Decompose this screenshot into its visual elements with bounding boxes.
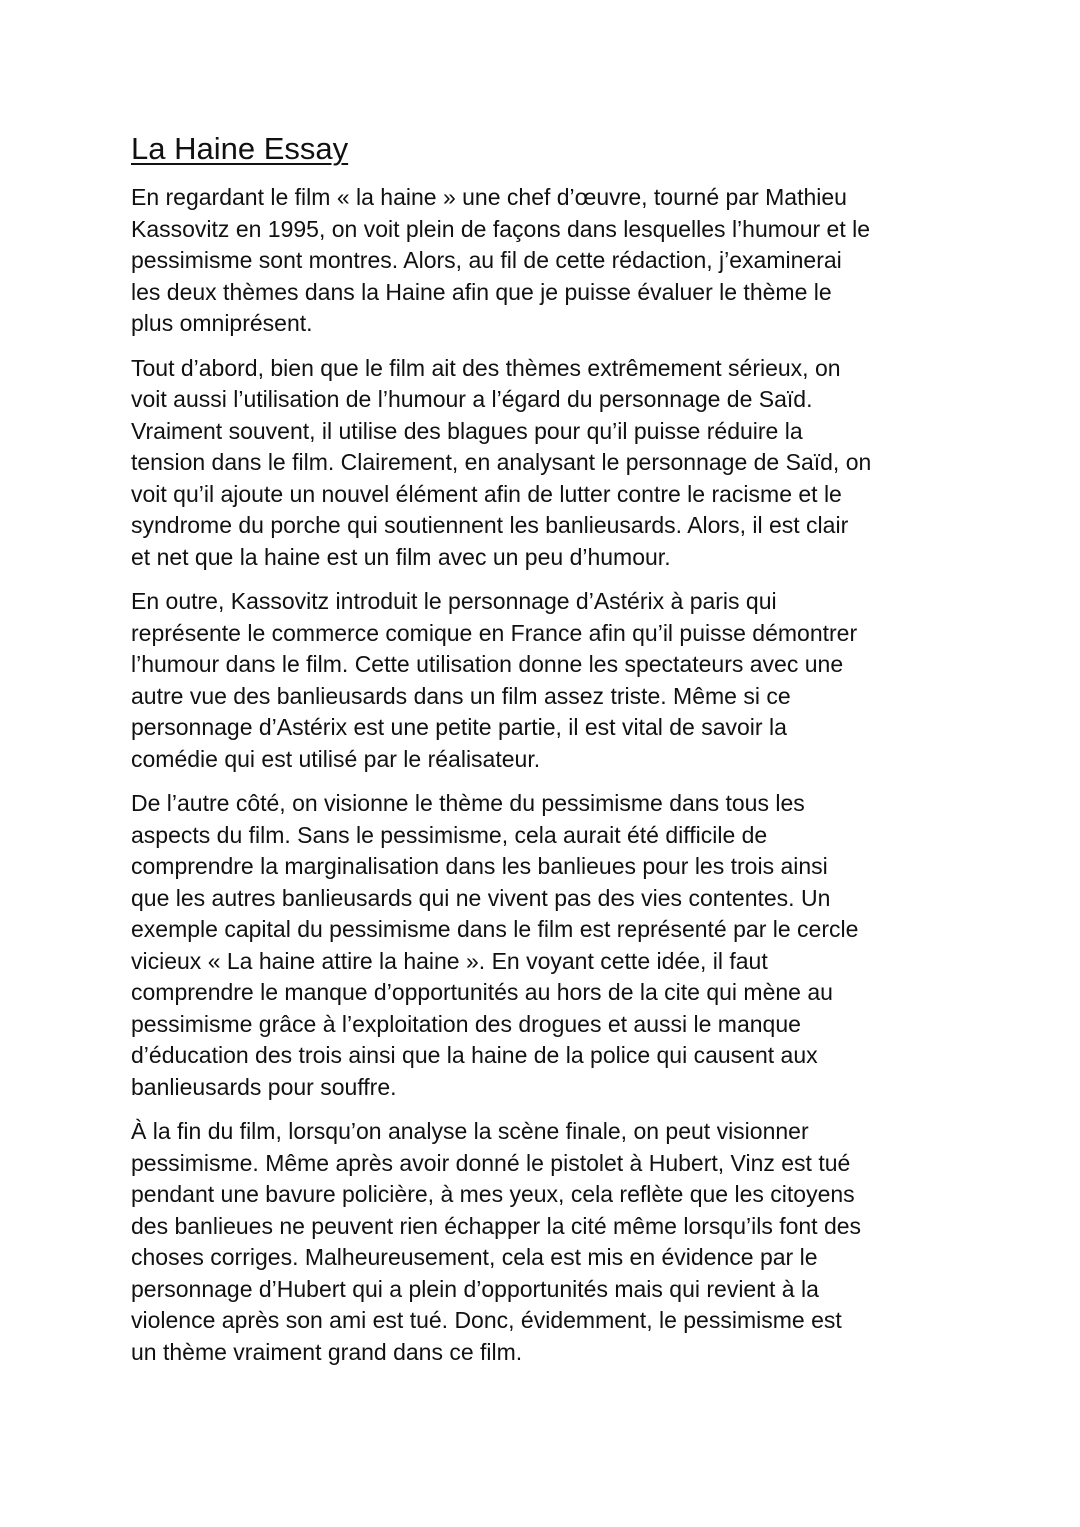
paragraph-line: À la fin du film, lorsqu’on analyse la scène finale, on peut visionner xyxy=(131,1118,809,1144)
paragraph-line: violence après son ami est tué. Donc, évidemment, le pessimisme est xyxy=(131,1307,842,1333)
paragraph-line: Vraiment souvent, il utilise des blagues pour qu’il puisse réduire la xyxy=(131,417,803,444)
paragraph-line: syndrome du porche qui soutiennent les banlieusards. Alors, il est clair xyxy=(131,512,849,538)
paragraph-final-scene xyxy=(131,1116,961,1368)
document-page xyxy=(131,128,961,1381)
paragraph-line: En regardant le film « la haine » une chef d’œuvre, tourné par Mathieu xyxy=(131,184,847,210)
paragraph-line: plus omniprésent. xyxy=(131,310,313,336)
paragraph-line: un thème vraiment grand dans ce film. xyxy=(131,1338,523,1365)
paragraph-line: personnage d’Hubert qui a plein d’opportunités mais qui revient à la xyxy=(131,1275,819,1302)
paragraph-line: et net que la haine est un film avec un peu d’humour. xyxy=(131,543,671,570)
paragraph-line: De l’autre côté, on visionne le thème du pessimisme dans tous les xyxy=(131,790,805,816)
paragraph-line: tension dans le film. Clairement, en analysant le personnage de Saïd, on xyxy=(131,449,872,475)
paragraph-line: l’humour dans le film. Cette utilisation donne les spectateurs avec une xyxy=(131,651,844,677)
paragraph-line: aspects du film. Sans le pessimisme, cela aurait été difficile de xyxy=(131,821,768,848)
paragraph-line: représente le commerce comique en France afin qu’il puisse démontrer xyxy=(131,619,858,646)
paragraph-line: voit aussi l’utilisation de l’humour a l’égard du personnage de Saïd. xyxy=(131,386,813,412)
paragraph-line: Kassovitz en 1995, on voit plein de façons dans lesquelles l’humour et le xyxy=(131,215,871,242)
paragraph-line: pessimisme sont montres. Alors, au fil de cette rédaction, j’examinerai xyxy=(131,247,842,273)
paragraph-line: exemple capital du pessimisme dans le film est représenté par le cercle xyxy=(131,916,859,942)
paragraph-line: pendant une bavure policière, à mes yeux, cela reflète que les citoyens xyxy=(131,1181,855,1207)
paragraph-line: banlieusards pour souffre. xyxy=(131,1073,397,1100)
paragraph-line: personnage d’Astérix est une petite partie, il est vital de savoir la xyxy=(131,714,787,740)
paragraph-line: pessimisme grâce à l’exploitation des drogues et aussi le manque xyxy=(131,1010,801,1037)
paragraph-line: que les autres banlieusards qui ne vivent pas des vies contentes. Un xyxy=(131,884,831,911)
paragraph-line: comprendre la marginalisation dans les banlieues pour les trois ainsi xyxy=(131,853,828,879)
paragraph-line: Tout d’abord, bien que le film ait des thèmes extrêmement sérieux, on xyxy=(131,354,841,381)
paragraph-humour-said xyxy=(131,353,961,574)
paragraph-line: voit qu’il ajoute un nouvel élément afin de lutter contre le racisme et le xyxy=(131,480,842,507)
paragraph-line: pessimisme. Même après avoir donné le pistolet à Hubert, Vinz est tué xyxy=(131,1149,851,1176)
paragraph-intro xyxy=(131,182,961,340)
paragraph-line: choses corriges. Malheureusement, cela est mis en évidence par le xyxy=(131,1244,818,1270)
paragraph-line: vicieux « La haine attire la haine ». En voyant cette idée, il faut xyxy=(131,947,768,974)
document-title: La Haine Essay xyxy=(131,131,349,166)
paragraph-line: les deux thèmes dans la Haine afin que je puisse évaluer le thème le xyxy=(131,278,832,305)
paragraph-line: des banlieues ne peuvent rien échapper la cité même lorsqu’ils font des xyxy=(131,1212,862,1239)
paragraph-line: comprendre le manque d’opportunités au hors de la cite qui mène au xyxy=(131,979,833,1005)
paragraph-line: autre vue des banlieusards dans un film assez triste. Même si ce xyxy=(131,682,791,709)
paragraph-line: d’éducation des trois ainsi que la haine de la police qui causent aux xyxy=(131,1042,818,1068)
paragraph-line: En outre, Kassovitz introduit le personnage d’Astérix à paris qui xyxy=(131,588,777,614)
paragraph-pessimism xyxy=(131,788,961,1103)
paragraph-humour-asterix xyxy=(131,586,961,775)
paragraph-line: comédie qui est utilisé par le réalisateur. xyxy=(131,745,541,772)
